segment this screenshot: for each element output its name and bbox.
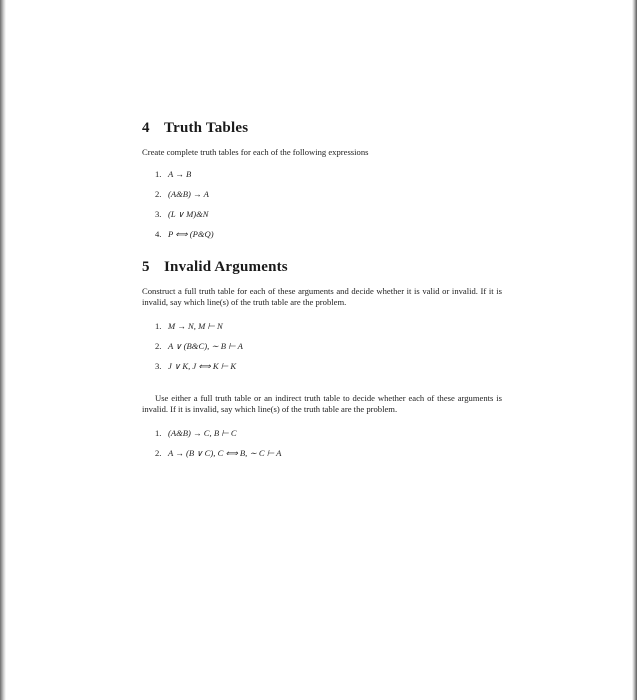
section-4-title: Truth Tables <box>164 120 249 136</box>
list-item: 1. M → N, M ⊢ N <box>155 321 223 331</box>
section-5-title: Invalid Arguments <box>164 258 288 275</box>
list-item: 4. P ⟺ (P&Q) <box>155 229 214 239</box>
list-item: 2. (A&B) → A <box>155 189 209 199</box>
section-5-heading <box>142 259 502 276</box>
page-right-shadow <box>632 0 637 700</box>
list-item: 2. A ∨ (B&C), ∼ B ⊢ A <box>155 341 243 351</box>
list-item: 3. J ∨ K, J ⟺ K ⊢ K <box>155 361 237 371</box>
section-4-intro: Create complete truth tables for each of the following expressions <box>142 147 369 157</box>
section-5-paragraph-2: Use either a full truth table or an indirect truth table to decide whether each of these arguments is invalid. If it is invalid, say which line(s) of the truth table are the problem. <box>142 392 502 414</box>
section-5-number: 5 <box>142 258 150 275</box>
document-page <box>142 120 502 464</box>
page-left-shadow <box>0 0 6 700</box>
list-item: 1. (A&B) → C, B ⊢ C <box>155 428 237 438</box>
list-item: 3. (L ∨ M)&N <box>155 209 209 219</box>
section-5-intro: Construct a full truth table for each of these arguments and decide whether it is valid or invalid. If it is invalid, say which line(s) of the truth table are the problem. <box>142 285 502 307</box>
section-4-list <box>142 165 502 245</box>
section-4-number: 4 <box>142 120 150 136</box>
section-5-list-2 <box>142 424 502 464</box>
section-5-list <box>142 317 502 377</box>
section-4-heading <box>142 120 502 137</box>
list-item: 1. A → B <box>155 169 192 179</box>
list-item: 2. A → (B ∨ C), C ⟺ B, ∼ C ⊢ A <box>155 448 282 458</box>
